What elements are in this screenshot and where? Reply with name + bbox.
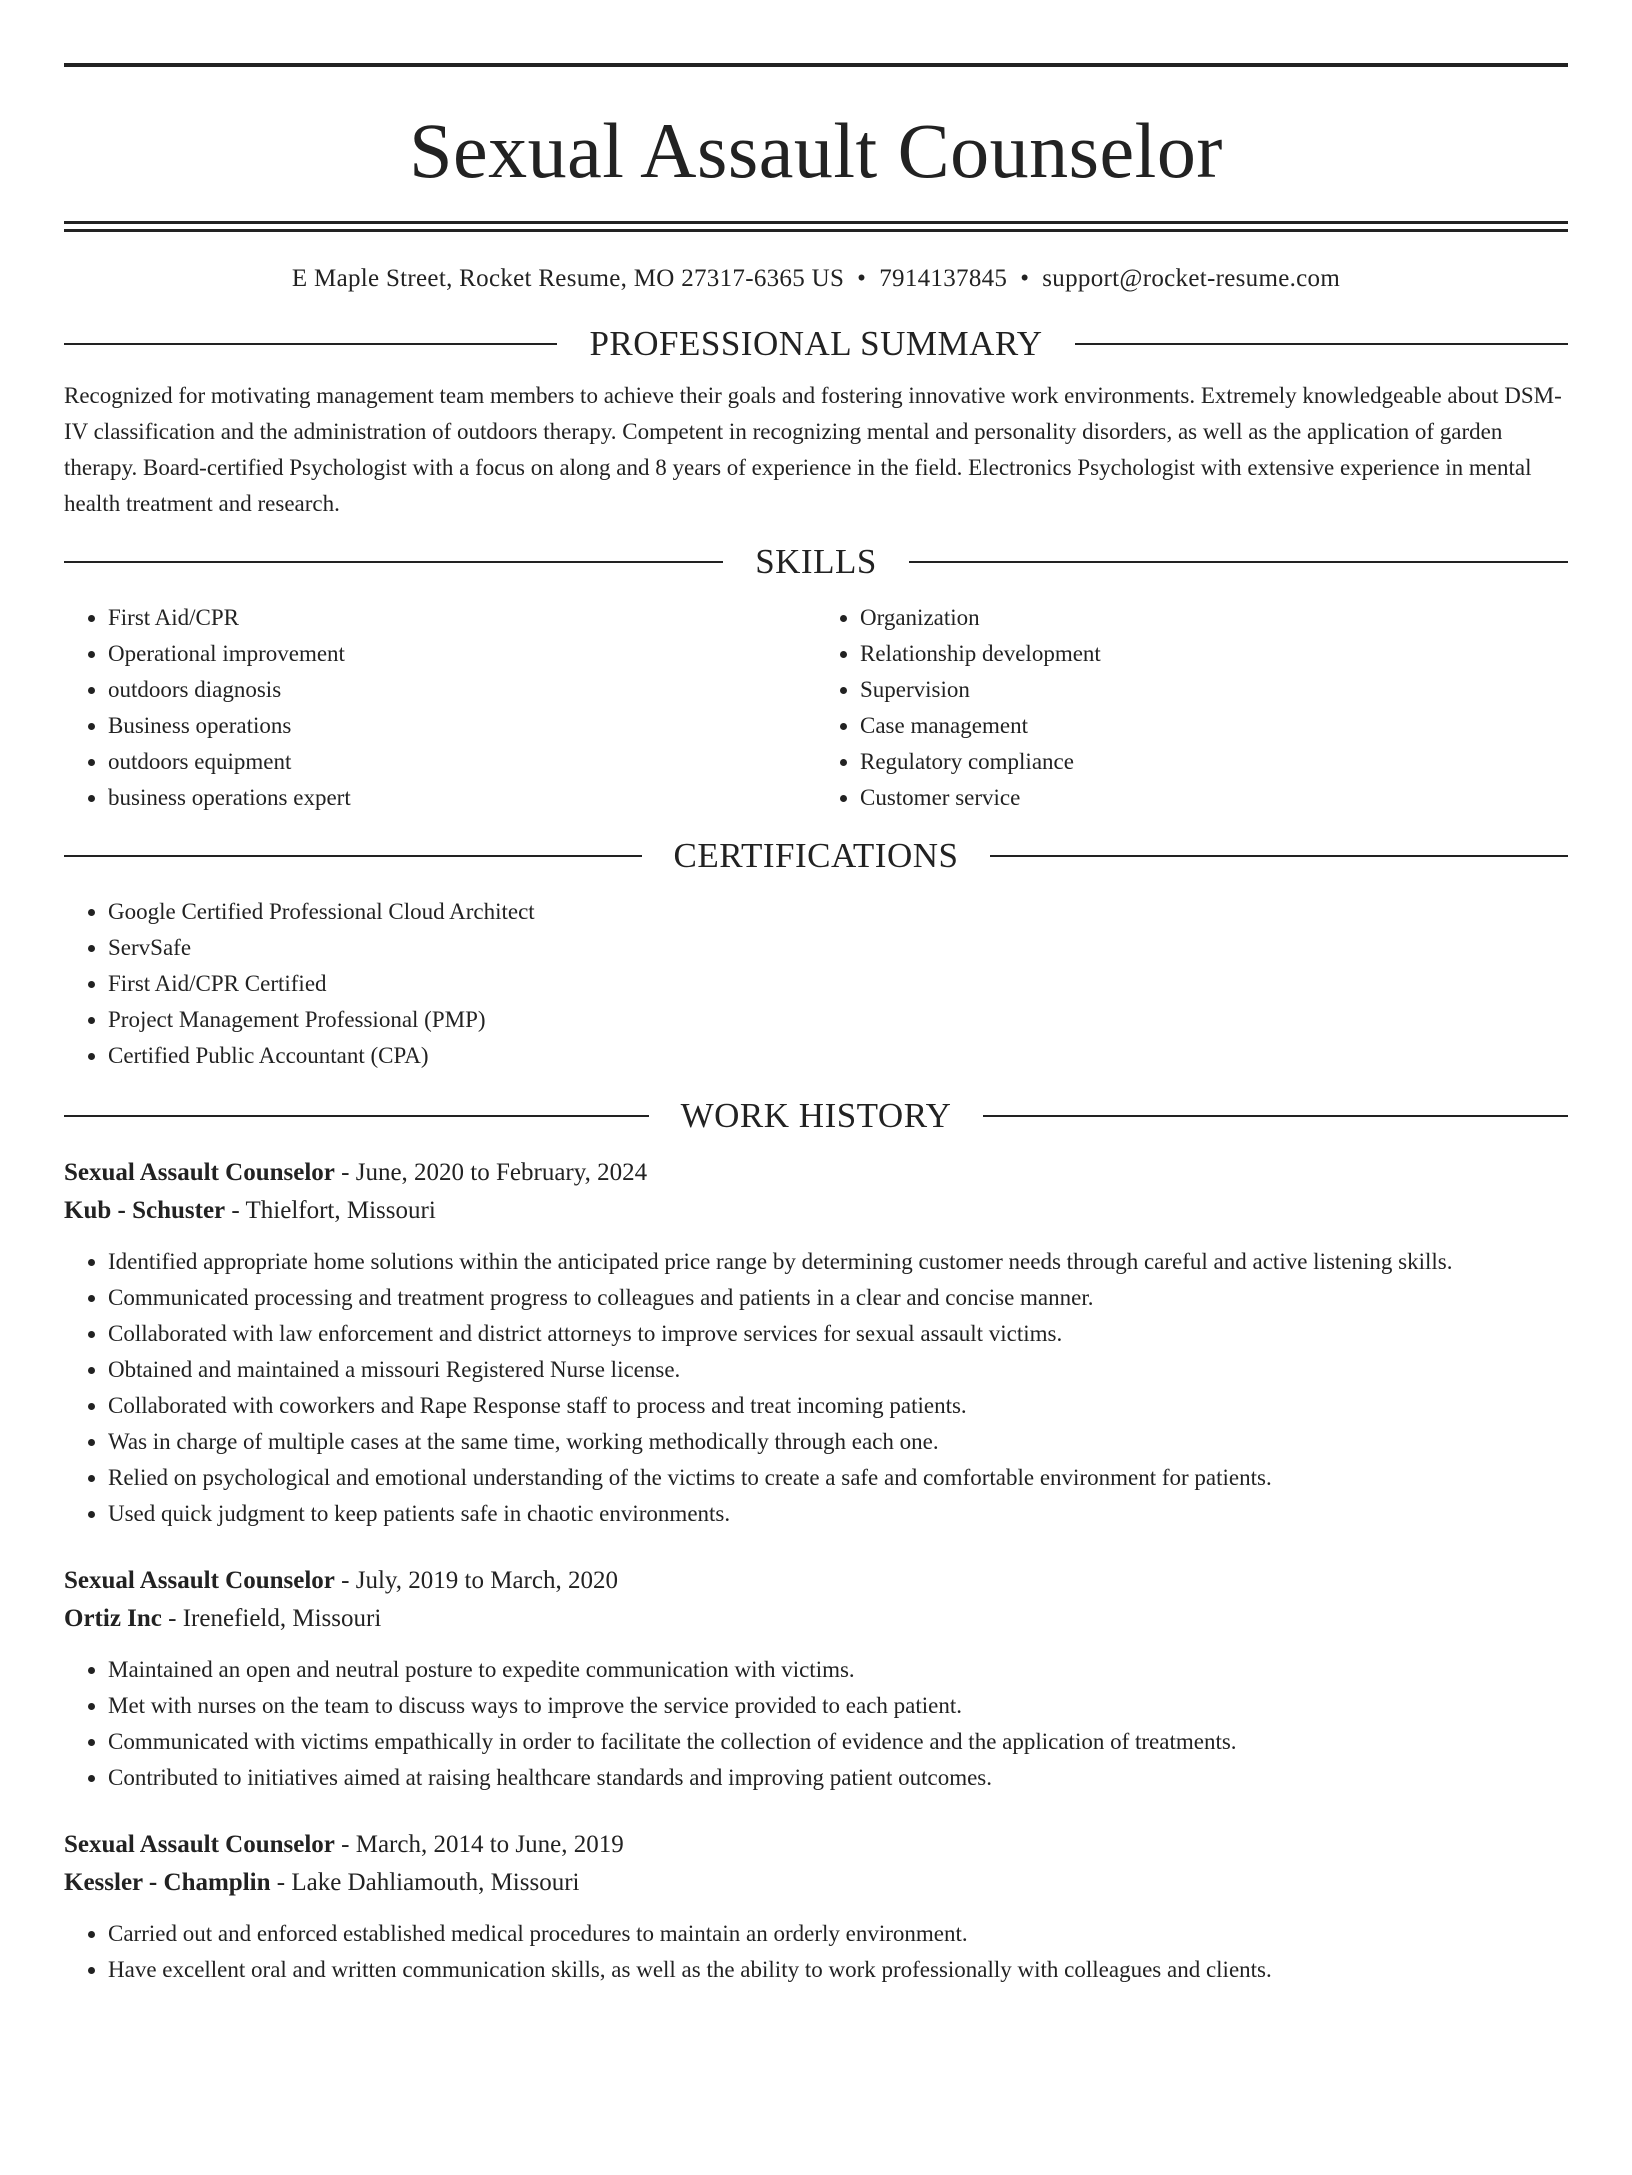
top-rule	[64, 63, 1568, 67]
section-title-work-history: WORK HISTORY	[680, 1096, 952, 1135]
job-bullet: • Identified appropriate home solutions within the anticipated price range by determining customer needs through careful and active listening skills.	[108, 1244, 1568, 1280]
skill-item: • Relationship development	[860, 636, 1568, 672]
section-rule-right	[983, 1115, 1568, 1117]
section-rule-left	[64, 561, 723, 563]
job-company-line	[64, 1600, 1568, 1638]
job-title-line	[64, 1826, 1568, 1864]
job-bullet: • Have excellent oral and written communication skills, as well as the ability to work professionally with colleagues and clients.	[108, 1952, 1568, 1988]
resume-page	[0, 63, 1632, 2175]
job-company-line	[64, 1864, 1568, 1902]
job-bullets	[64, 1916, 1568, 1988]
contact-line	[64, 262, 1568, 296]
job-title-line	[64, 1154, 1568, 1192]
job-bullet: • Maintained an open and neutral posture to expedite communication with victims.	[108, 1652, 1568, 1688]
separator-dot: •	[857, 265, 867, 292]
job-bullet: • Carried out and enforced established medical procedures to maintain an orderly environment.	[108, 1916, 1568, 1952]
skill-item: • Operational improvement	[108, 636, 816, 672]
job-bullet: • Contributed to initiatives aimed at raising healthcare standards and improving patient outcomes.	[108, 1760, 1568, 1796]
job-title: Sexual Assault Counselor	[64, 1567, 335, 1594]
skill-item: • Regulatory compliance	[860, 744, 1568, 780]
job-entry	[64, 1154, 1568, 1532]
section-rule-left	[64, 855, 642, 857]
email: support@rocket-resume.com	[1042, 265, 1341, 292]
address: E Maple Street, Rocket Resume, MO 27317-6365 US	[291, 265, 845, 292]
separator-dot: •	[1020, 265, 1030, 292]
job-entry	[64, 1826, 1568, 1988]
job-dates: March, 2014 to June, 2019	[355, 1831, 624, 1858]
job-bullet: • Was in charge of multiple cases at the same time, working methodically through each one.	[108, 1424, 1568, 1460]
job-bullet: • Relied on psychological and emotional understanding of the victims to create a safe and comfortable environment for patients.	[108, 1460, 1568, 1496]
section-rule-right	[909, 561, 1568, 563]
job-bullet: • Obtained and maintained a missouri Registered Nurse license.	[108, 1352, 1568, 1388]
section-header-certifications	[64, 834, 1568, 878]
job-bullets	[64, 1244, 1568, 1532]
skill-item: • Supervision	[860, 672, 1568, 708]
section-header-skills	[64, 540, 1568, 584]
section-header-work-history	[64, 1094, 1568, 1138]
dash: -	[334, 1159, 356, 1186]
dash: -	[334, 1831, 356, 1858]
job-title: Sexual Assault Counselor	[64, 1159, 335, 1186]
job-bullets	[64, 1652, 1568, 1796]
skills-grid	[64, 600, 1568, 816]
job-location: Irenefield, Missouri	[182, 1605, 382, 1632]
job-bullet: • Collaborated with coworkers and Rape Response staff to process and treat incoming patients.	[108, 1388, 1568, 1424]
job-bullet: • Used quick judgment to keep patients safe in chaotic environments.	[108, 1496, 1568, 1532]
skill-item: • outdoors diagnosis	[108, 672, 816, 708]
dash: -	[161, 1605, 183, 1632]
dash: -	[334, 1567, 356, 1594]
skill-item: • outdoors equipment	[108, 744, 816, 780]
certification-item: • Certified Public Accountant (CPA)	[108, 1038, 1568, 1074]
skills-list-right	[816, 600, 1568, 816]
page-title: Sexual Assault Counselor	[409, 107, 1223, 194]
job-location: Lake Dahliamouth, Missouri	[291, 1869, 580, 1896]
skill-item: • Business operations	[108, 708, 816, 744]
section-rule-right	[990, 855, 1568, 857]
certification-item: • Project Management Professional (PMP)	[108, 1002, 1568, 1038]
skill-item: • Organization	[860, 600, 1568, 636]
dash: -	[225, 1197, 246, 1224]
job-bullet: • Met with nurses on the team to discuss ways to improve the service provided to each patient.	[108, 1688, 1568, 1724]
job-bullet: • Communicated processing and treatment progress to colleagues and patients in a clear and concise manner.	[108, 1280, 1568, 1316]
section-rule-left	[64, 1115, 649, 1117]
job-company: Ortiz Inc	[64, 1605, 162, 1632]
certification-item: • ServSafe	[108, 930, 1568, 966]
job-bullet: • Collaborated with law enforcement and district attorneys to improve services for sexual assault victims.	[108, 1316, 1568, 1352]
section-header-summary	[64, 322, 1568, 366]
job-dates: June, 2020 to February, 2024	[355, 1159, 648, 1186]
job-dates: July, 2019 to March, 2020	[355, 1567, 618, 1594]
job-company: Kub - Schuster	[64, 1197, 226, 1224]
skill-item: • business operations expert	[108, 780, 816, 816]
phone: 7914137845	[879, 265, 1008, 292]
job-company-line	[64, 1192, 1568, 1230]
certification-item: • Google Certified Professional Cloud Architect	[108, 894, 1568, 930]
section-rule-right	[1075, 343, 1568, 345]
job-company: Kessler - Champlin	[64, 1869, 271, 1896]
skill-item: • Case management	[860, 708, 1568, 744]
section-title-summary: PROFESSIONAL SUMMARY	[589, 324, 1043, 363]
job-location: Thielfort, Missouri	[245, 1197, 436, 1224]
certifications-list	[64, 894, 1568, 1074]
job-bullet: • Communicated with victims empathically in order to facilitate the collection of evidence and the application of treatments.	[108, 1724, 1568, 1760]
skills-list-left	[64, 600, 816, 816]
summary-text: Recognized for motivating management team members to achieve their goals and fostering innovative work environments. Extremely knowledgeable about DSM-IV classification and the administration of outdoors therapy. Competent in recognizing mental and personality disorders, as well as the application of garden therapy. Board-certified Psychologist with a focus on along and 8 years of experience in the field. Electronics Psychologist with extensive experience in mental health treatment and research.	[64, 383, 1562, 516]
skill-item: • Customer service	[860, 780, 1568, 816]
dash: -	[270, 1869, 292, 1896]
job-title-line	[64, 1562, 1568, 1600]
skill-item: • First Aid/CPR	[108, 600, 816, 636]
section-rule-left	[64, 343, 557, 345]
job-entry	[64, 1562, 1568, 1796]
title-double-rule	[64, 221, 1568, 232]
section-title-skills: SKILLS	[755, 542, 877, 581]
section-title-certifications: CERTIFICATIONS	[673, 836, 959, 875]
certification-item: • First Aid/CPR Certified	[108, 966, 1568, 1002]
job-title: Sexual Assault Counselor	[64, 1831, 335, 1858]
